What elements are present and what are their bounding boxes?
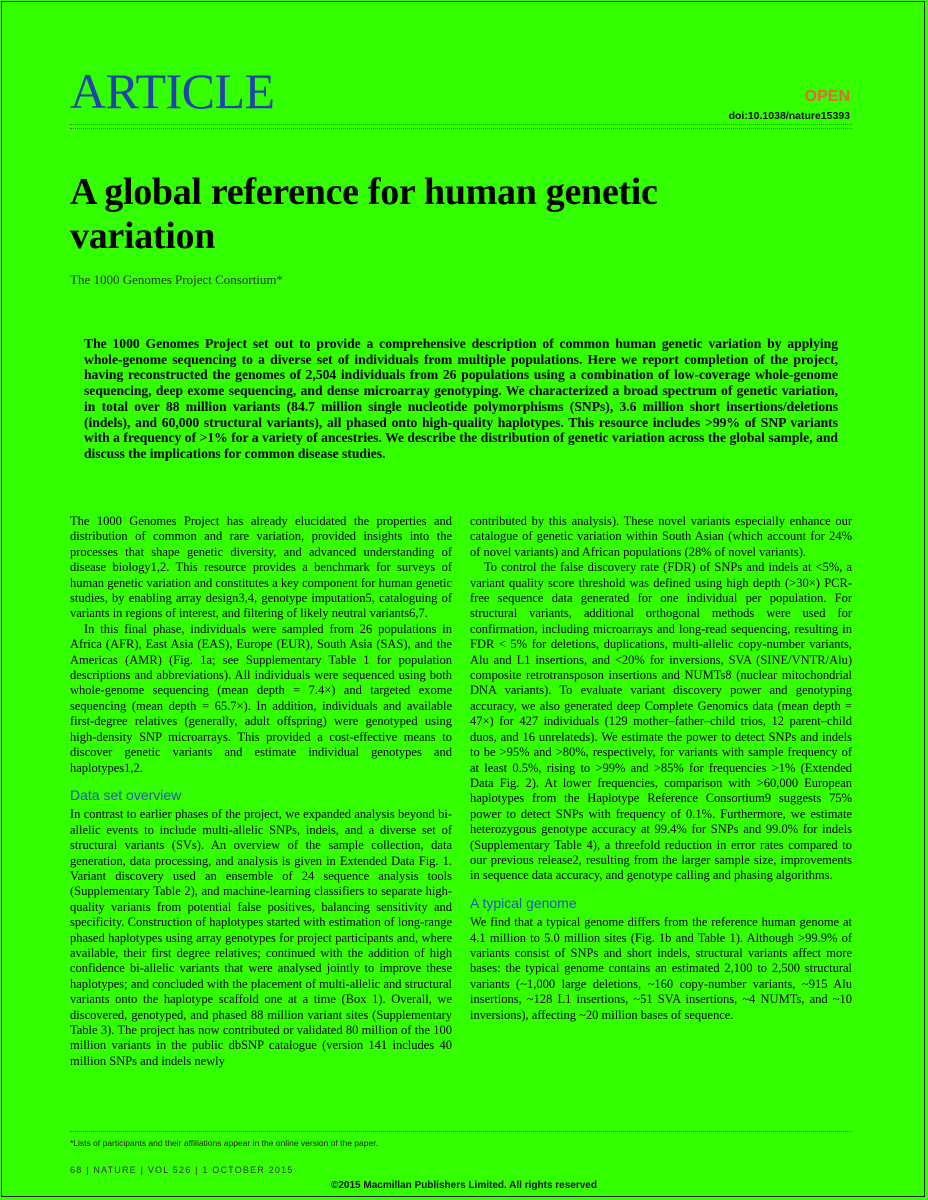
abstract: The 1000 Genomes Project set out to provide a comprehensive description of common human genetic variation by applying whole-genome sequencing to a diverse set of individuals from multiple populations. Here we report completion of the project, having reconstructed the genomes of 2,504 individuals from 26 populations using a combination of low-coverage whole-genome sequencing, deep exome sequencing, and dense microarray genotyping. We characterized a broad spectrum of genetic variation, in total over 88 million variants (84.7 million single nucleotide polymorphisms (SNPs), 3.6 million short insertions/deletions (indels), and 60,000 structural variants), all phased onto high-quality haplotypes. This resource includes >99% of SNP variants with a frequency of >1% for a variety of ancestries. We describe the distribution of genetic variation across the global sample, and discuss the implications for common disease studies. — [84, 336, 838, 461]
copyright-notice: ©2015 Macmillan Publishers Limited. All rights reserved — [331, 1180, 597, 1191]
body-paragraph: We find that a typical genome differs from the reference human genome at 4.1 million to 5.0 million sites (Fig. 1b and Table 1). Although >99.9% of variants consist of SNPs and short indels, structural variants affect more bases: the typical genome contains an estimated 2,100 to 2,500 structural variants (~1,000 large deletions, ~160 copy-number variants, ~915 Alu insertions, ~128 L1 insertions, ~51 SVA insertions, ~4 NUMTs, and ~10 inversions), affecting ~20 million bases of sequence. — [470, 915, 852, 1022]
header-rule — [70, 124, 852, 125]
body-paragraph: To control the false discovery rate (FDR) of SNPs and indels at <5%, a variant quality score threshold was defined using high depth (>30×) PCR-free sequence data generated for one individual per population. For structural variants, additional orthogonal methods were used for confirmation, including microarrays and long-read sequencing, resulting in FDR < 5% for deletions, duplications, multi-allelic copy-number variants, Alu and L1 insertions, and <20% for inversions, SVA (SINE/VNTR/Alu) composite retrotransposon insertions and NUMTs8 (nuclear mitochondrial DNA variants). To evaluate variant discovery power and genotyping accuracy, we also generated deep Complete Genomics data (mean depth = 47×) for 427 individuals (129 mother–father–child trios, 12 parent–child duos, and 16 unrelateds). We estimate the power to detect SNPs and indels to be >95% and >80%, respectively, for variants with sample frequency of at least 0.5%, rising to >99% and >85% for frequencies >1% (Extended Data Fig. 2). At lower frequencies, comparison with >60,000 European haplotypes from the Haplotype Reference Consortium9 suggests 75% power to detect SNPs with frequency of 0.1%. Furthermore, we estimate heterozygous genotype accuracy at 99.4% for SNPs and 99.0% for indels (Supplementary Table 4), a threefold reduction in error rates compared to our previous release2, resulting from the larger sample size, improvements in sequence data accuracy, and genotype calling and phasing algorithms. — [470, 560, 852, 883]
paper-title: A global reference for human genetic variation — [70, 171, 658, 257]
body-column-left — [70, 514, 452, 1069]
section-heading-data-set-overview: Data set overview — [70, 786, 182, 803]
doi-link[interactable]: doi:10.1038/nature15393 — [728, 110, 850, 122]
section-heading-typical-genome: A typical genome — [470, 894, 577, 911]
author-line: The 1000 Genomes Project Consortium* — [70, 272, 284, 287]
body-paragraph: In contrast to earlier phases of the project, we expanded analysis beyond bi-allelic events to include multi-allelic SNPs, indels, and a diverse set of structural variants (SVs). An overview of the sample collection, data generation, data processing, and analysis is given in Extended Data Fig. 1. Variant discovery used an ensemble of 24 sequence analysis tools (Supplementary Table 2), and machine-learning classifiers to separate high-quality variants from potential false positives, balancing sensitivity and specificity. Construction of haplotypes started with estimation of long-range phased haplotypes using array genotypes for project participants and, where available, their first degree relatives; continued with the addition of high confidence bi-allelic variants that were analysed jointly to improve these haplotypes; and concluded with the placement of multi-allelic and structural variants onto the haplotype scaffold one at a time (Box 1). Overall, we discovered, genotyped, and phased 88 million variant sites (Supplementary Table 3). The project has now contributed or validated 80 million of the 100 million variants in the public dbSNP catalogue (version 141 includes 40 million SNPs and indels newly — [70, 807, 452, 1068]
body-paragraph: The 1000 Genomes Project has already elucidated the properties and distribution of common and rare variation, provided insights into the processes that shape genetic diversity, and advanced understanding of disease biology1,2. This resource provides a benchmark for surveys of human genetic variation and constitutes a key component for human genetic studies, by enabling array design3,4, genotype imputation5, cataloguing of variants in regions of interest, and filtering of likely neutral variants6,7. — [70, 514, 452, 621]
page-folio: 68 | NATURE | VOL 526 | 1 OCTOBER 2015 — [70, 1165, 294, 1175]
open-access-label: OPEN — [804, 88, 850, 105]
section-label: ARTICLE — [70, 63, 275, 119]
body-paragraph: In this final phase, individuals were sampled from 26 populations in Africa (AFR), East Asia (EAS), Europe (EUR), South Asia (SAS), and the Americas (AMR) (Fig. 1a; see Supplementary Table 1 for population descriptions and abbreviations). All individuals were sequenced using both whole-genome sequencing (mean depth = 7.4×) and targeted exome sequencing (mean depth = 65.7×). In addition, individuals and available first-degree relatives (generally, adult offspring) were genotyped using high-density SNP microarrays. This provided a cost-effective means to discover genetic variants and estimate individual genotypes and haplotypes1,2. — [70, 621, 452, 775]
header-rule-secondary — [70, 128, 852, 129]
footnote: *Lists of participants and their affiliations appear in the online version of the paper. — [70, 1138, 378, 1148]
body-column-right — [470, 514, 852, 1023]
footnote-rule — [70, 1131, 852, 1132]
body-paragraph: contributed by this analysis). These novel variants especially enhance our catalogue of genetic variation within South Asian (which account for 24% of novel variants) and African populations (28% of novel variants). — [470, 514, 852, 559]
